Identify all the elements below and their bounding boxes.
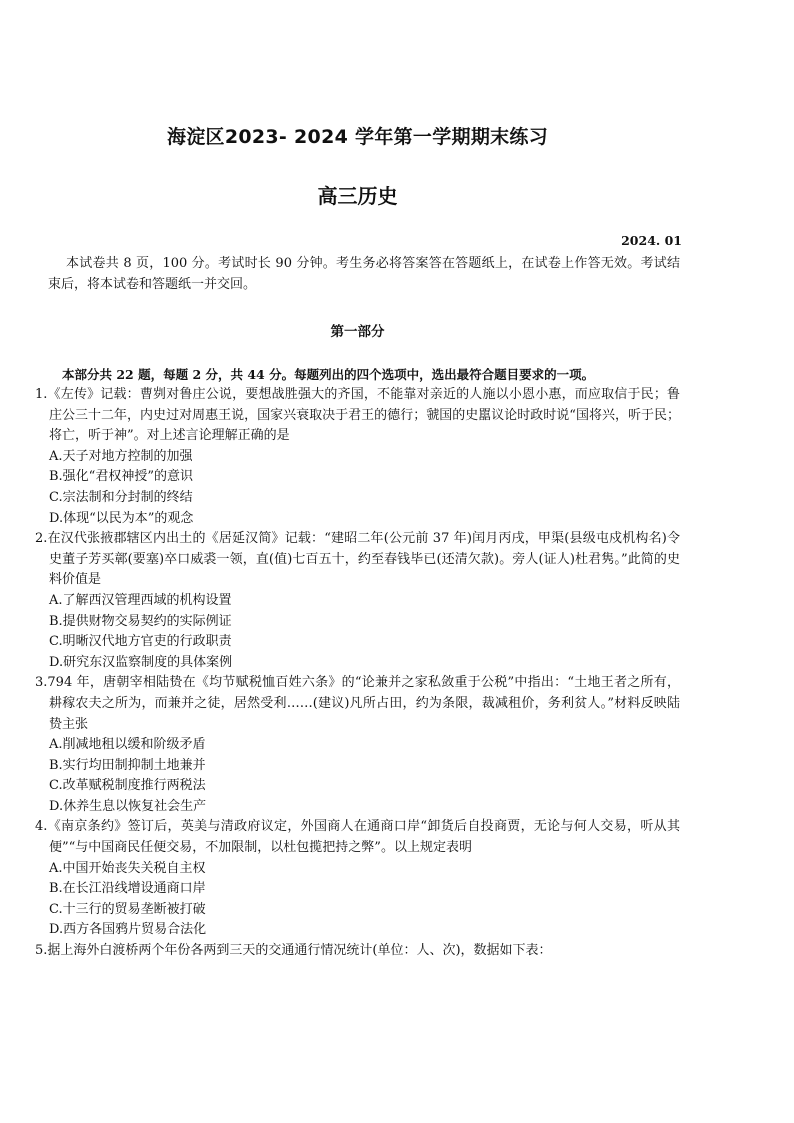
option-d: D.休养生息以恢复社会生产 <box>49 798 207 814</box>
question-stem: 3.794 年，唐朝宰相陆贽在《均节赋税恤百姓六条》的“论兼并之家私敛重于公税”中指出：“土地王者之所有，耕稼农夫之所为，而兼并之徒，居然受利……(建议)凡所占田，约为条限，裁减租价，务利贫人。”材料反映陆贽主张 <box>35 675 680 732</box>
option-c: C.宗法制和分封制的终结 <box>49 489 193 505</box>
question-4 <box>35 817 680 941</box>
question-1 <box>35 385 680 529</box>
exam-date: 2024. 01 <box>621 233 682 248</box>
option-c: C.改革赋税制度推行两税法 <box>49 778 206 794</box>
option-c: C.十三行的贸易垄断被打破 <box>49 901 206 917</box>
option-a: A.天子对地方控制的加强 <box>49 448 193 464</box>
option-d: D.研究东汉监察制度的具体案例 <box>49 654 233 670</box>
question-3 <box>35 673 680 817</box>
exam-title: 海淀区2023- 2024 学年第一学期期末练习 <box>166 126 549 148</box>
question-stem: 4.《南京条约》签订后，英美与清政府议定，外国商人在通商口岸“卸货后自投商贾，无论与何人交易，听从其便”“与中国商民任便交易，不加限制，以杜包揽把持之弊”。以上规定表明 <box>35 819 680 856</box>
part-instructions: 本部分共 22 题，每题 2 分，共 44 分。每题列出的四个选项中，选出最符合题目要求的一项。 <box>62 367 595 382</box>
option-d: D.体现“以民为本”的观念 <box>49 510 194 526</box>
part-title: 第一部分 <box>330 324 385 340</box>
question-stem: 2.在汉代张掖郡辖区内出土的《居延汉简》记载：“建昭二年(公元前 37 年)闰月丙戌，甲渠(县级屯戍机构名)令史董子芳买鄣(要塞)卒口威裘一领，直(值)七百五十，约至春钱毕已(还清欠款)。旁人(证人)杜君隽。”此简的史料价值是 <box>35 531 680 588</box>
question-2 <box>35 529 680 673</box>
option-b: B.实行均田制抑制土地兼并 <box>49 757 206 773</box>
exam-instructions: 本试卷共 8 页，100 分。考试时长 90 分钟。考生务必将答案答在答题纸上，在试卷上作答无效。考试结束后，将本试卷和答题纸一并交回。 <box>48 256 680 292</box>
option-c: C.明晰汉代地方官吏的行政职责 <box>49 634 232 650</box>
option-b: B.提供财物交易契约的实际例证 <box>49 613 232 629</box>
option-b: B.强化“君权神授”的意识 <box>49 469 193 485</box>
question-stem: 1.《左传》记载：曹刿对鲁庄公说，要想战胜强大的齐国，不能靠对亲近的人施以小恩小惠，而应取信于民；鲁庄公三十二年，内史过对周惠王说，国家兴衰取决于君王的德行；虢国的史嚚议论时政时说“国将兴，听于民；将亡，听于神”。对上述言论理解正确的是 <box>35 387 680 444</box>
option-a: A.中国开始丧失关税自主权 <box>49 860 206 876</box>
option-a: A.了解西汉管理西域的机构设置 <box>49 592 232 608</box>
option-b: B.在长江沿线增设通商口岸 <box>49 881 206 897</box>
question-list <box>35 385 680 962</box>
subject-title: 高三历史 <box>317 184 398 208</box>
question-stem: 5.据上海外白渡桥两个年份各两到三天的交通通行情况统计(单位：人、次)，数据如下表： <box>35 943 552 959</box>
question-5 <box>35 941 680 962</box>
option-a: A.削减地租以缓和阶级矛盾 <box>49 737 206 753</box>
option-d: D.西方各国鸦片贸易合法化 <box>49 922 207 938</box>
